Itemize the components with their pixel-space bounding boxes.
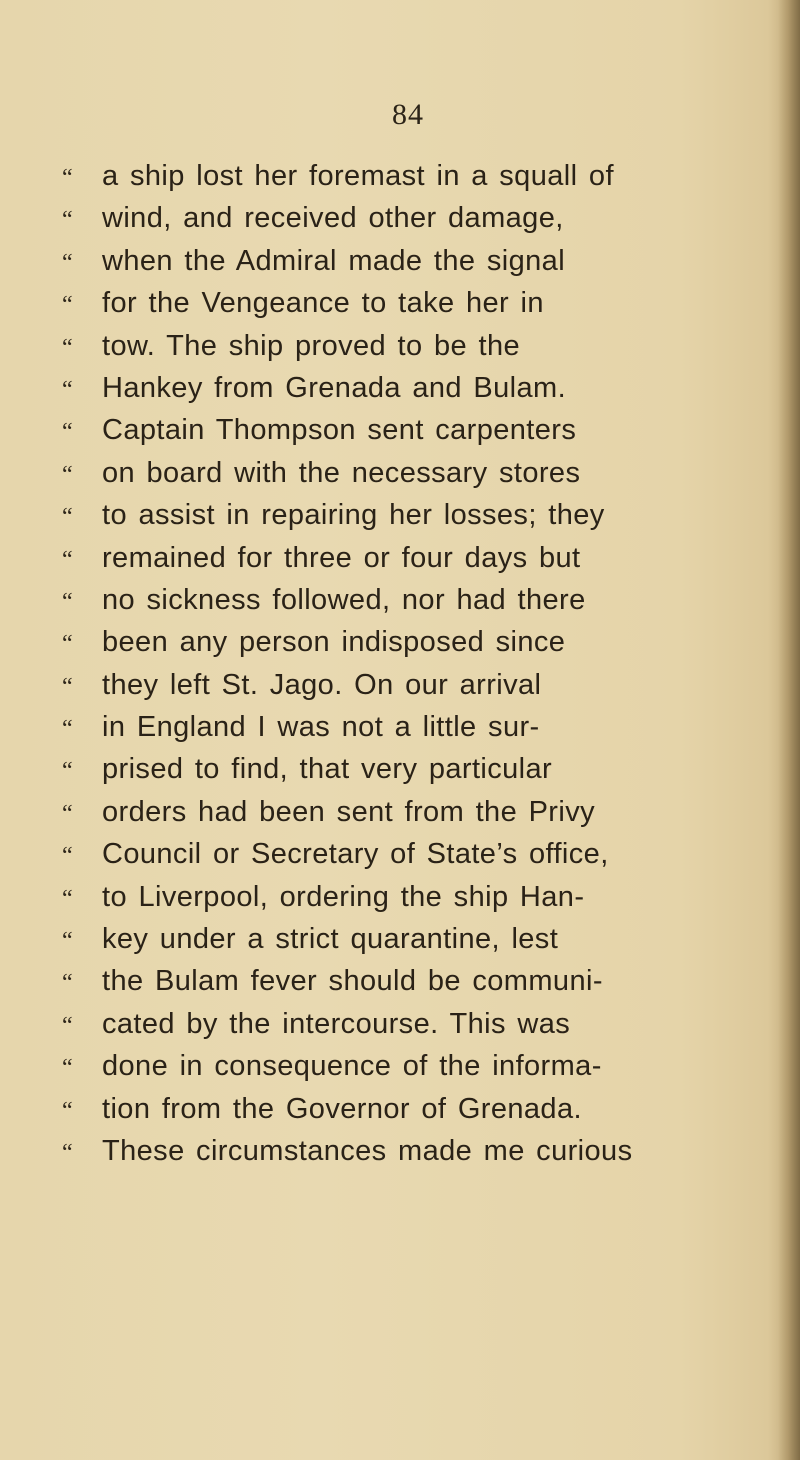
page-number: 84 (392, 98, 424, 131)
text-line (62, 753, 762, 795)
line-text: they left St. Jago. On our arrival (102, 668, 542, 701)
line-text: remained for three or four days but (102, 541, 581, 574)
line-text: Hankey from Grenada and Bulam. (102, 371, 567, 404)
quote-mark: “ (62, 885, 73, 912)
text-line (62, 202, 762, 244)
quote-mark: “ (62, 758, 73, 785)
text-line (62, 330, 762, 372)
text-line (62, 499, 762, 541)
text-line (62, 923, 762, 965)
text-line (62, 542, 762, 584)
quote-mark: “ (62, 800, 73, 827)
line-text: for the Vengeance to take her in (102, 287, 544, 320)
line-text: tow. The ship proved to be the (102, 329, 521, 362)
quote-mark: “ (62, 376, 73, 403)
line-text: Council or Secretary of State’s office, (102, 838, 609, 871)
text-line (62, 1093, 762, 1135)
quote-mark: “ (62, 1012, 73, 1039)
text-line (62, 372, 762, 414)
line-text: in England I was not a little sur- (102, 711, 540, 744)
line-text: on board with the necessary stores (102, 456, 581, 489)
quote-mark: “ (62, 673, 73, 700)
quote-mark: “ (62, 207, 73, 234)
quote-mark: “ (62, 165, 73, 191)
line-text: the Bulam fever should be communi- (102, 965, 603, 998)
quote-mark: “ (62, 716, 73, 743)
text-line (62, 838, 762, 880)
line-text: key under a strict quarantine, lest (102, 923, 559, 956)
quote-mark: “ (62, 588, 73, 615)
text-line (62, 160, 762, 202)
quote-mark: “ (62, 334, 73, 361)
line-text: Captain Thompson sent carpenters (102, 414, 577, 447)
text-line (62, 881, 762, 923)
quote-mark: “ (62, 1097, 73, 1124)
text-line (62, 711, 762, 753)
text-line (62, 626, 762, 668)
page-edge-shadow (778, 0, 800, 1460)
text-line (62, 796, 762, 838)
line-text: prised to find, that very particular (102, 753, 553, 786)
quote-mark: “ (62, 292, 73, 319)
line-text: These circumstances made me curious (102, 1134, 633, 1167)
quote-mark: “ (62, 1055, 73, 1082)
line-text: a ship lost her foremast in a squall of (102, 160, 614, 192)
text-line (62, 1008, 762, 1050)
text-line (62, 584, 762, 626)
quote-mark: “ (62, 249, 73, 276)
quote-mark: “ (62, 461, 73, 488)
quote-mark: “ (62, 970, 73, 997)
quote-mark: “ (62, 419, 73, 446)
text-line (62, 414, 762, 456)
line-text: cated by the intercourse. This was (102, 1007, 571, 1040)
line-text: no sickness followed, nor had there (102, 583, 586, 616)
text-line (62, 245, 762, 287)
text-line (62, 287, 762, 329)
quote-mark: “ (62, 928, 73, 955)
text-line (62, 965, 762, 1007)
quote-mark: “ (62, 504, 73, 531)
line-text: tion from the Governor of Grenada. (102, 1092, 582, 1125)
text-line (62, 457, 762, 499)
quote-mark: “ (62, 1139, 73, 1166)
text-line (62, 669, 762, 711)
line-text: to assist in repairing her losses; they (102, 499, 605, 532)
text-line (62, 1050, 762, 1092)
line-text: been any person indisposed since (102, 626, 566, 659)
line-text: to Liverpool, ordering the ship Han- (102, 880, 585, 913)
line-text: done in consequence of the informa- (102, 1050, 602, 1083)
quote-mark: “ (62, 631, 73, 658)
quote-mark: “ (62, 546, 73, 573)
body-text (62, 160, 762, 1177)
text-line (62, 1135, 762, 1177)
line-text: orders had been sent from the Privy (102, 795, 596, 828)
line-text: when the Admiral made the signal (102, 244, 566, 277)
quote-mark: “ (62, 843, 73, 870)
line-text: wind, and received other damage, (102, 202, 564, 235)
